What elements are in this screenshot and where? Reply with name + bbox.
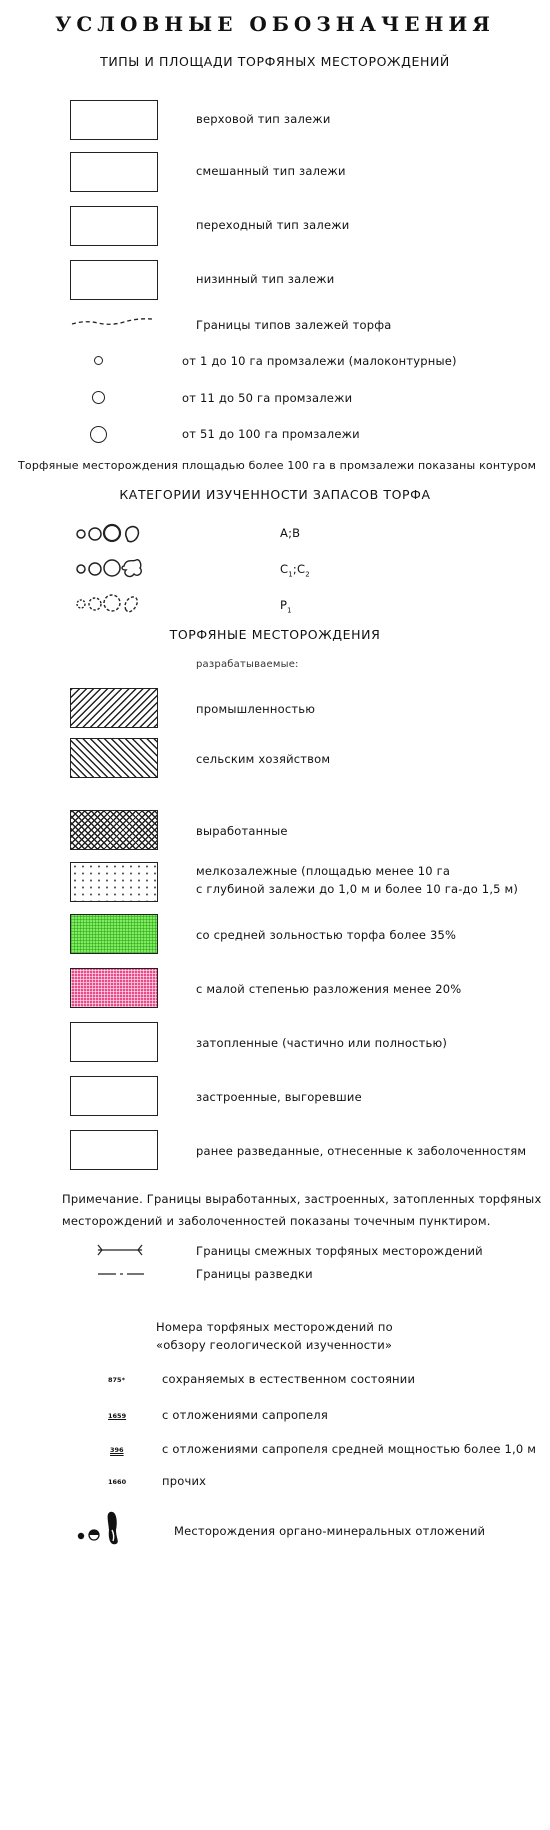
high-ash-green-box <box>70 914 158 954</box>
deposit-label-wetland: ранее разведанные, отнесенные к заболоченностям <box>196 1144 527 1158</box>
low-decomposition-pink-box <box>70 968 158 1008</box>
note-line-1: Примечание. Границы выработанных, застроенных, затопленных торфяных <box>62 1192 542 1206</box>
agriculture-hatched-box <box>70 738 158 778</box>
organo-mineral-label: Месторождения органо-минеральных отложений <box>174 1524 486 1538</box>
industry-hatched-box <box>70 688 158 728</box>
category-c1-sub: 1 <box>288 570 293 579</box>
flooded-box <box>70 1022 158 1062</box>
upland-type-box <box>70 100 158 140</box>
section-types-heading: ТИПЫ И ПЛОЩАДИ ТОРФЯНЫХ МЕСТОРОЖДЕНИЙ <box>100 54 450 69</box>
number-label-sapropel: с отложениями сапропеля <box>162 1408 328 1422</box>
mixed-type-box <box>70 152 158 192</box>
number-code-sapropel-thick: 396 <box>110 1446 124 1454</box>
numbers-heading-1: Номера торфяных месторождений по <box>156 1320 393 1334</box>
category-ab-symbols-icon <box>76 522 166 546</box>
deposit-label-built-up: застроенные, выгоревшие <box>196 1090 362 1104</box>
type-label-upland: верховой тип залежи <box>196 112 331 126</box>
deposit-label-worked-out: выработанные <box>196 824 288 838</box>
deposit-label-industry: промышленностью <box>196 702 316 716</box>
area-label-large: от 51 до 100 га промзалежи <box>182 427 360 441</box>
deposit-label-shallow-1: мелкозалежные (площадью менее 10 га <box>196 864 451 878</box>
note-line-2: месторождений и заболоченностей показаны точечным пунктиром. <box>62 1214 491 1228</box>
area-label-medium: от 11 до 50 га промзалежи <box>182 391 353 405</box>
adjacent-boundary-line-icon <box>96 1244 146 1256</box>
lowland-type-box <box>70 260 158 300</box>
page-title: УСЛОВНЫЕ ОБОЗНАЧЕНИЯ <box>55 12 495 36</box>
category-p-label <box>280 598 292 614</box>
number-label-sapropel-thick: с отложениями сапропеля средней мощностью более 1,0 м <box>162 1442 537 1456</box>
built-up-box <box>70 1076 158 1116</box>
category-ab-label: А;В <box>280 526 301 540</box>
section-deposits-heading: ТОРФЯНЫЕ МЕСТОРОЖДЕНИЯ <box>169 627 381 642</box>
circle-small-icon <box>94 356 103 365</box>
category-c2-sub: 2 <box>305 570 310 579</box>
category-c-main: С <box>280 562 289 576</box>
shallow-dotted-box <box>70 862 158 902</box>
numbers-heading-2: «обзору геологической изученности» <box>156 1338 393 1352</box>
category-p1-sub: 1 <box>287 606 292 615</box>
exploration-boundary-line-icon <box>96 1270 146 1278</box>
section-categories-heading: КАТЕГОРИИ ИЗУЧЕННОСТИ ЗАПАСОВ ТОРФА <box>119 487 431 502</box>
number-code-sapropel: 1659 <box>108 1412 127 1420</box>
type-label-mixed: смешанный тип залежи <box>196 164 346 178</box>
deposit-label-flooded: затопленные (частично или полностью) <box>196 1036 448 1050</box>
category-p-symbols-icon <box>76 592 166 616</box>
circle-large-icon <box>90 426 107 443</box>
category-c-label <box>280 562 310 578</box>
area-note: Торфяные месторождения площадью более 100 га в промзалежи показаны контуром <box>18 459 537 472</box>
transitional-type-box <box>70 206 158 246</box>
circle-medium-icon <box>92 391 105 404</box>
area-label-small: от 1 до 10 га промзалежи (малоконтурные) <box>182 354 457 368</box>
category-c-symbols-icon <box>76 556 166 582</box>
deposit-label-agriculture: сельским хозяйством <box>196 752 331 766</box>
deposit-label-shallow-2: с глубиной залежи до 1,0 м и более 10 га-до 1,5 м) <box>196 882 519 896</box>
number-label-preserved: сохраняемых в естественном состоянии <box>162 1372 416 1386</box>
boundary-label-exploration: Границы разведки <box>196 1267 313 1281</box>
number-code-other: 1660 <box>108 1478 127 1486</box>
deposit-label-high-ash: со средней зольностью торфа более 35% <box>196 928 457 942</box>
boundary-types-label: Границы типов залежей торфа <box>196 318 392 332</box>
organo-mineral-symbols-icon <box>76 1508 136 1548</box>
type-label-lowland: низинный тип залежи <box>196 272 335 286</box>
dashed-boundary-line-icon <box>70 316 160 328</box>
being-developed-label: разрабатываемые: <box>196 659 299 670</box>
deposit-label-low-decomposition: с малой степенью разложения менее 20% <box>196 982 462 996</box>
worked-out-crosshatched-box <box>70 810 158 850</box>
category-p-main: Р <box>280 598 288 612</box>
boundary-label-adjacent: Границы смежных торфяных месторождений <box>196 1244 483 1258</box>
type-label-transitional: переходный тип залежи <box>196 218 350 232</box>
number-code-preserved: 875* <box>108 1376 125 1384</box>
number-label-other: прочих <box>162 1474 207 1488</box>
category-c-sep: ;С <box>292 562 306 576</box>
wetland-box <box>70 1130 158 1170</box>
